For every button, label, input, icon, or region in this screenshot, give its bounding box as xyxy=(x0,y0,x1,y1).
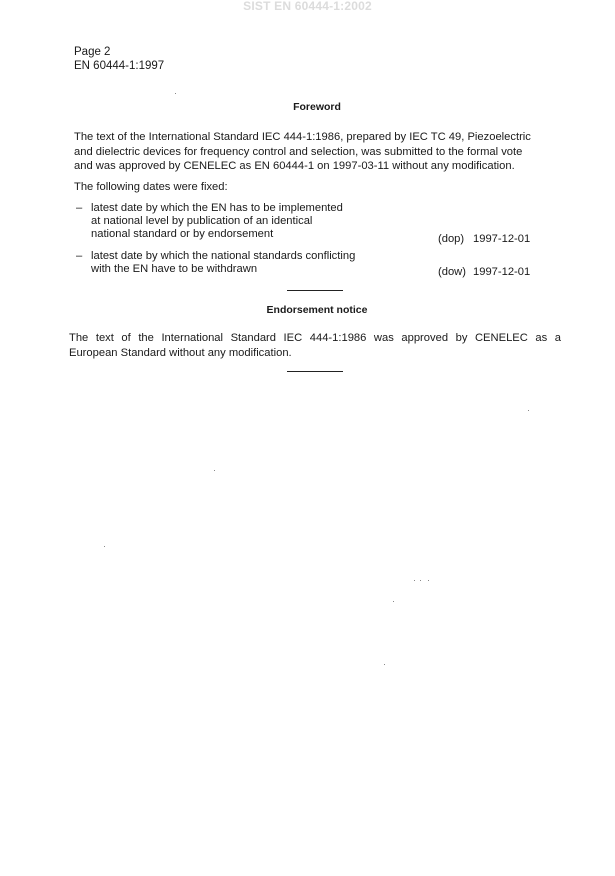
scan-speck xyxy=(393,601,394,602)
scan-speck xyxy=(528,410,529,411)
endorsement-line: The text of the International Standard IEC 444-1:1986 was approved by CENELEC as a xyxy=(69,332,561,344)
foreword-intro xyxy=(74,130,574,174)
date-value: 1997-12-01 xyxy=(473,233,531,245)
scan-speck xyxy=(428,580,429,581)
scan-speck xyxy=(414,580,415,581)
date-item-line: with the EN have to be withdrawn xyxy=(91,263,258,275)
date-value: 1997-12-01 xyxy=(473,266,531,278)
date-item-description xyxy=(91,202,343,241)
page-number: Page 2 xyxy=(74,46,111,58)
endorsement-heading: Endorsement notice xyxy=(266,304,368,316)
scan-speck xyxy=(384,664,385,665)
foreword-intro-line: The text of the International Standard IEC 444-1:1986, prepared by IEC TC 49, Piezoelectric xyxy=(74,131,531,143)
foreword-intro-line: and was approved by CENELEC as EN 60444-1 on 1997-03-11 without any modification. xyxy=(74,160,515,172)
scan-speck xyxy=(175,93,176,94)
date-item-line: national standard or by endorsement xyxy=(91,228,274,240)
foreword-heading: Foreword xyxy=(293,101,341,113)
date-item-dop xyxy=(76,202,546,245)
scan-speck xyxy=(420,580,421,581)
end-divider xyxy=(287,371,343,372)
list-dash: – xyxy=(76,202,83,214)
endorsement-line: European Standard without any modification. xyxy=(69,346,292,359)
date-item-line: latest date by which the EN has to be implemented xyxy=(91,202,343,214)
date-item-line: latest date by which the national standards conflicting xyxy=(91,250,356,262)
section-divider xyxy=(287,290,343,291)
date-code: (dow) xyxy=(438,266,466,278)
document-watermark: SIST EN 60444-1:2002 xyxy=(243,0,372,13)
standard-reference: EN 60444-1:1997 xyxy=(74,60,165,72)
list-dash: – xyxy=(76,250,83,262)
scan-speck xyxy=(214,470,215,471)
foreword-intro-line: and dielectric devices for frequency control and selection, was submitted to the formal vote xyxy=(74,145,523,158)
date-item-description xyxy=(91,250,355,276)
page-header xyxy=(74,45,164,73)
endorsement-text xyxy=(69,331,561,360)
date-code: (dop) xyxy=(438,233,465,245)
dates-intro: The following dates were fixed: xyxy=(74,181,228,193)
date-item-line: at national level by publication of an identical xyxy=(91,215,313,227)
date-item-dow xyxy=(76,250,546,280)
scan-speck xyxy=(104,546,105,547)
